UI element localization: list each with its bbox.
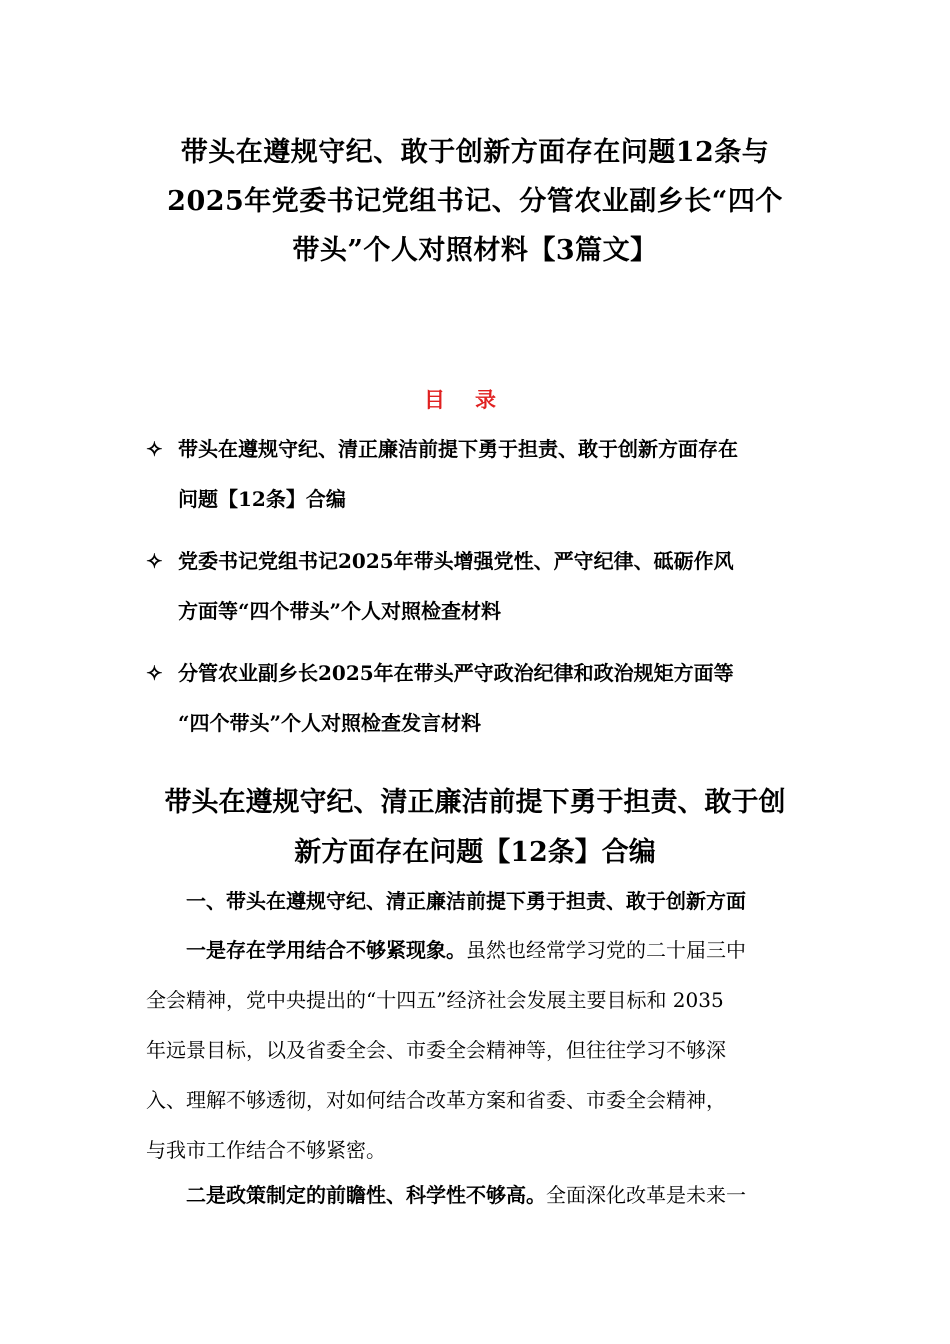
section-subheading: 一、带头在遵规守纪、清正廉洁前提下勇于担责、敢于创新方面 [186, 889, 746, 913]
diamond-bullet-icon: ✧ [146, 549, 163, 573]
paragraph-text: 全面深化改革是未来一 [546, 1183, 746, 1207]
section-title [140, 778, 810, 878]
paragraph-line: 入、理解不够透彻，对如何结合改革方案和省委、市委全会精神， [146, 1088, 726, 1112]
document-title-line-2: 2025年党委书记党组书记、分管农业副乡长“四个 [167, 186, 783, 217]
paragraph-lead: 二是政策制定的前瞻性、科学性不够高。 [186, 1183, 546, 1207]
paragraph-lead: 一是存在学用结合不够紧现象。 [186, 938, 466, 962]
document-title-line-1: 带头在遵规守纪、敢于创新方面存在问题12条与 [180, 137, 770, 168]
paragraph-line: 与我市工作结合不够紧密。 [146, 1138, 386, 1162]
toc-item-text: 分管农业副乡长2025年在带头严守政治纪律和政治规矩方面等 [178, 661, 734, 685]
toc-item-text: 问题【12条】合编 [178, 487, 346, 511]
paragraph-1 [146, 925, 811, 1175]
section-title-line-1: 带头在遵规守纪、清正廉洁前提下勇于担责、敢于创 [164, 787, 786, 818]
toc-item-2[interactable] [146, 542, 826, 630]
paragraph-line: 年远景目标，以及省委全会、市委全会精神等，但往往学习不够深 [146, 1038, 726, 1062]
toc-item-1[interactable] [146, 430, 826, 518]
paragraph-2 [146, 1170, 811, 1220]
toc-item-text: 方面等“四个带头”个人对照检查材料 [178, 599, 502, 623]
toc-item-text: 党委书记党组书记2025年带头增强党性、严守纪律、砥砺作风 [178, 549, 734, 573]
toc-item-text: “四个带头”个人对照检查发言材料 [178, 711, 482, 735]
toc-item-3[interactable] [146, 654, 826, 742]
section-title-line-2: 新方面存在问题【12条】合编 [294, 837, 656, 868]
diamond-bullet-icon: ✧ [146, 661, 163, 685]
diamond-bullet-icon: ✧ [146, 437, 163, 461]
document-title-line-3: 带头”个人对照材料【3篇文】 [292, 235, 658, 266]
document-title [140, 128, 810, 275]
toc-heading: 目录 [424, 387, 526, 412]
paragraph-text: 虽然也经常学习党的二十届三中 [466, 938, 746, 962]
toc-item-text: 带头在遵规守纪、清正廉洁前提下勇于担责、敢于创新方面存在 [178, 437, 738, 461]
paragraph-first-line [146, 1170, 811, 1220]
paragraph-first-line [146, 925, 811, 975]
table-of-contents [146, 430, 826, 766]
paragraph-line: 全会精神，党中央提出的“十四五”经济社会发展主要目标和 2035 [146, 988, 724, 1012]
